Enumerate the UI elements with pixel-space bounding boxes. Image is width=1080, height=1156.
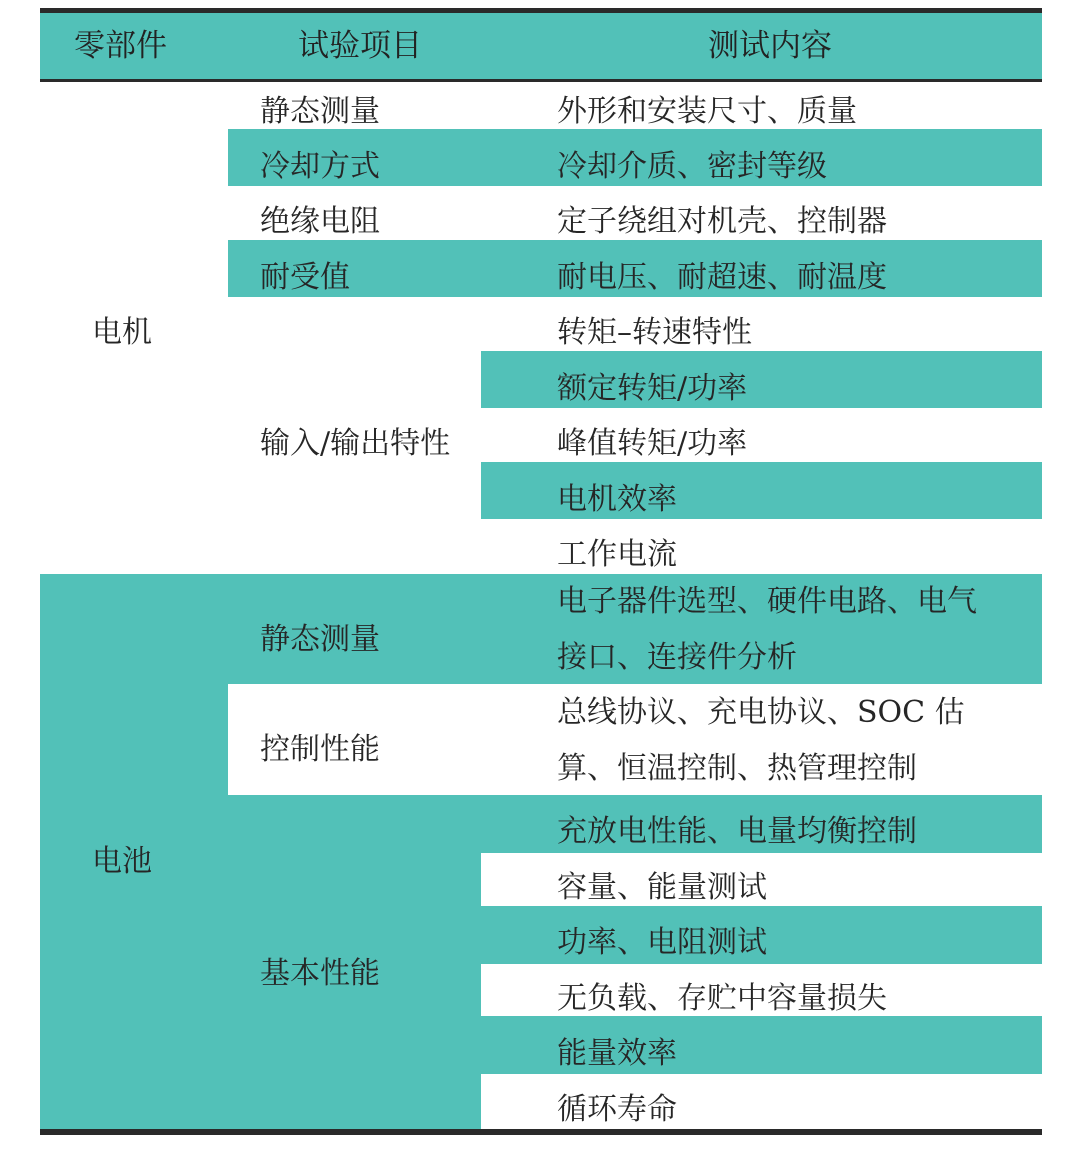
content-line: 接口、连接件分析 xyxy=(557,640,797,675)
battery-basic-content: 能量效率 xyxy=(557,1036,677,1071)
battery-basic-content: 无负载、存贮中容量损失 xyxy=(557,981,887,1016)
header-test-content: 测试内容 xyxy=(708,28,832,64)
motor-content-cooling: 冷却介质、密封等级 xyxy=(557,149,827,184)
motor-item-insulation: 绝缘电阻 xyxy=(260,204,380,239)
battery-content-static xyxy=(557,574,977,686)
header-component: 零部件 xyxy=(74,28,167,64)
motor-io-content: 转矩–转速特性 xyxy=(557,315,752,350)
battery-item-basic: 基本性能 xyxy=(260,956,380,991)
header-test-item: 试验项目 xyxy=(298,28,422,64)
motor-content-withstand: 耐电压、耐超速、耐温度 xyxy=(557,260,887,295)
battery-basic-content: 容量、能量测试 xyxy=(557,870,767,905)
motor-io-content: 电机效率 xyxy=(557,482,677,517)
content-line: 总线协议、充电协议、SOC 估 xyxy=(557,695,965,730)
battery-item-static: 静态测量 xyxy=(260,622,380,657)
motor-io-content: 工作电流 xyxy=(557,537,677,572)
component-motor: 电机 xyxy=(92,315,152,350)
test-table xyxy=(40,8,1042,1138)
motor-content-static: 外形和安装尺寸、质量 xyxy=(557,94,857,129)
motor-io-content: 峰值转矩/功率 xyxy=(557,426,748,461)
bottom-rule xyxy=(40,1129,1042,1135)
motor-item-static: 静态测量 xyxy=(260,94,380,129)
battery-basic-content: 充放电性能、电量均衡控制 xyxy=(557,814,917,849)
motor-item-io: 输入/输出特性 xyxy=(260,426,451,461)
content-line: 算、恒温控制、热管理控制 xyxy=(557,751,917,786)
battery-content-control xyxy=(557,685,965,797)
motor-content-insulation: 定子绕组对机壳、控制器 xyxy=(557,204,887,239)
motor-item-cooling: 冷却方式 xyxy=(260,149,380,184)
component-battery: 电池 xyxy=(92,844,152,879)
battery-basic-content: 功率、电阻测试 xyxy=(557,925,767,960)
header-rule xyxy=(40,79,1042,82)
motor-item-withstand: 耐受值 xyxy=(260,260,350,295)
header-row xyxy=(40,13,1042,79)
motor-io-content: 额定转矩/功率 xyxy=(557,371,748,406)
battery-basic-content: 循环寿命 xyxy=(557,1092,677,1127)
content-line: 电子器件选型、硬件电路、电气 xyxy=(557,584,977,619)
battery-item-control: 控制性能 xyxy=(260,732,380,767)
